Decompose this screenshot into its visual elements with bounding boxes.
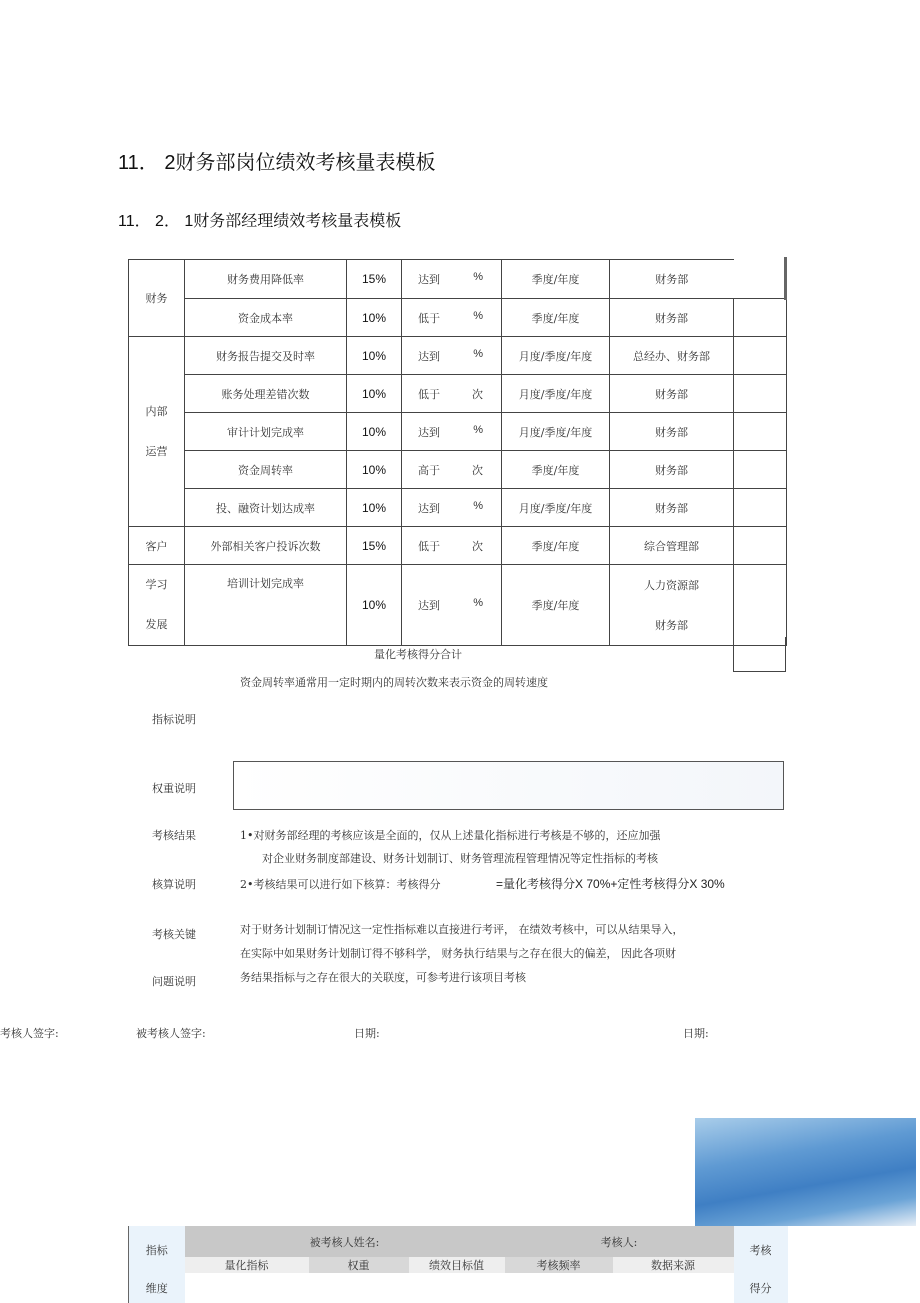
source-cell: 综合管理部: [610, 527, 734, 565]
result-text-line1: 1•对财务部经理的考核应该是全面的，仅从上述量化指标进行考核是不够的，还应加强: [240, 829, 661, 842]
table-row: [129, 413, 787, 451]
assessee-signature: 被考核人签字:: [136, 1027, 206, 1040]
table-edge-bar: [784, 257, 787, 300]
result-label-line2: 核算说明: [152, 878, 196, 891]
weight-desc-label: 权重说明: [152, 782, 196, 795]
key-text-line2: 在实际中如果财务计划制订得不够科学， 财务执行结果与之存在很大的偏差， 因此各项财: [240, 947, 676, 960]
turnover-note: 资金周转率通常用一定时期内的周转次数来表示资金的周转速度: [240, 676, 548, 689]
score-cell: [734, 375, 787, 413]
dimension-internal: 内部 运营: [129, 337, 185, 527]
weight-cell: 15%: [347, 260, 402, 299]
header-score-line1: 考核: [734, 1226, 788, 1273]
source-cell: 财务部: [610, 413, 734, 451]
table-row: [129, 337, 787, 375]
result-text-line2: 对企业财务制度部建设、财务计划制订、财务管理流程管理情况等定性指标的考核: [262, 852, 658, 865]
table-row: [129, 565, 787, 646]
date-1: 日期:: [354, 1027, 380, 1040]
table-row: [129, 1226, 788, 1257]
key-label-line2: 问题说明: [152, 975, 196, 988]
dimension-learning: 学习 发展: [129, 565, 185, 646]
source-cell: 财务部: [610, 489, 734, 527]
frequency-cell: 季度/年度: [502, 451, 610, 489]
weight-cell: 15%: [347, 527, 402, 565]
indicator-desc-label: 指标说明: [152, 713, 196, 726]
source-cell: 财务部: [610, 299, 734, 337]
indicator-cell: 财务费用降低率: [185, 260, 347, 299]
score-cell: [734, 565, 787, 646]
table-row: [129, 527, 787, 565]
col-target: 绩效目标值: [409, 1257, 505, 1273]
frequency-cell: 季度/年度: [502, 527, 610, 565]
frequency-cell: 月度/季度/年度: [502, 337, 610, 375]
assessee-name-label: 被考核人姓名:: [185, 1226, 505, 1257]
kpi-table: [128, 259, 787, 646]
frequency-cell: 季度/年度: [502, 260, 610, 299]
weight-cell: 10%: [347, 299, 402, 337]
page-heading: 11． 2财务部岗位绩效考核量表模板: [118, 152, 436, 174]
table-row: [129, 489, 787, 527]
score-cell: [734, 527, 787, 565]
col-source: 数据来源: [613, 1257, 734, 1273]
score-cell: [734, 299, 787, 337]
score-cell: [734, 489, 787, 527]
source-cell: 总经办、财务部: [610, 337, 734, 375]
indicator-cell: 审计计划完成率: [185, 413, 347, 451]
score-cell: [734, 451, 787, 489]
target-cell: 低于 次: [402, 375, 502, 413]
header-dim-line2: 维度: [129, 1273, 185, 1303]
target-cell: 低于 次: [402, 527, 502, 565]
dimension-finance: 财务: [129, 260, 185, 337]
indicator-cell: 资金周转率: [185, 451, 347, 489]
key-text-line3: 务结果指标与之存在很大的关联度，可参考进行该项目考核: [240, 971, 526, 984]
key-label-line1: 考核关键: [152, 928, 196, 941]
section-heading: 11． 2． 1财务部经理绩效考核量表模板: [118, 213, 402, 230]
table-row: [129, 451, 787, 489]
indicator-cell: 账务处理差错次数: [185, 375, 347, 413]
table-row: [129, 375, 787, 413]
target-cell: 达到 %: [402, 413, 502, 451]
weight-cell: 10%: [347, 565, 402, 646]
result-label-line1: 考核结果: [152, 829, 196, 842]
target-cell: 高于 次: [402, 451, 502, 489]
weight-cell: 10%: [347, 489, 402, 527]
col-weight: 权重: [309, 1257, 409, 1273]
total-label: 量化考核得分合计: [374, 648, 462, 661]
frequency-cell: 季度/年度: [502, 565, 610, 646]
indicator-cell: 投、融资计划达成率: [185, 489, 347, 527]
source-cell: 人力资源部 财务部: [610, 565, 734, 646]
table-row: [129, 260, 787, 299]
key-text-line1: 对于财务计划制订情况这一定性指标难以直接进行考评， 在绩效考核中，可以从结果导入，: [240, 923, 684, 936]
col-quant-indicator: 量化指标: [185, 1257, 309, 1273]
table-row: [129, 1257, 788, 1273]
indicator-cell: 外部相关客户投诉次数: [185, 527, 347, 565]
next-table-header: [128, 1226, 788, 1303]
indicator-cell: 培训计划完成率: [185, 565, 347, 646]
assessor-signature: 考核人签字:: [0, 1027, 59, 1040]
source-cell: 财务部: [610, 375, 734, 413]
target-cell: 达到 %: [402, 489, 502, 527]
indicator-cell: 资金成本率: [185, 299, 347, 337]
source-cell: 财务部: [610, 451, 734, 489]
result-text-line3a: 2•考核结果可以进行如下核算：考核得分: [240, 878, 441, 891]
source-cell: 财务部: [610, 260, 734, 299]
dimension-customer: 客户: [129, 527, 185, 565]
col-frequency: 考核频率: [505, 1257, 613, 1273]
frequency-cell: 季度/年度: [502, 299, 610, 337]
target-cell: 低于 %: [402, 299, 502, 337]
weight-cell: 10%: [347, 375, 402, 413]
target-cell: 达到 %: [402, 337, 502, 375]
header-score-line2: 得分: [734, 1273, 788, 1303]
weight-cell: 10%: [347, 337, 402, 375]
date-2: 日期:: [683, 1027, 709, 1040]
weight-desc-box: [233, 761, 784, 810]
total-score-box: [733, 637, 786, 672]
table-row: [129, 1273, 788, 1303]
score-cell: [734, 337, 787, 375]
table-row: [129, 299, 787, 337]
indicator-cell: 财务报告提交及时率: [185, 337, 347, 375]
target-cell: 达到 %: [402, 260, 502, 299]
frequency-cell: 月度/季度/年度: [502, 489, 610, 527]
frequency-cell: 月度/季度/年度: [502, 413, 610, 451]
decorative-blue-image: [695, 1118, 916, 1226]
target-cell: 达到 %: [402, 565, 502, 646]
weight-cell: 10%: [347, 413, 402, 451]
result-formula: =量化考核得分X 70%+定性考核得分X 30%: [496, 877, 725, 891]
frequency-cell: 月度/季度/年度: [502, 375, 610, 413]
score-cell: [734, 413, 787, 451]
assessor-label: 考核人:: [505, 1226, 734, 1257]
weight-cell: 10%: [347, 451, 402, 489]
header-dim-line1: 指标: [129, 1226, 185, 1273]
